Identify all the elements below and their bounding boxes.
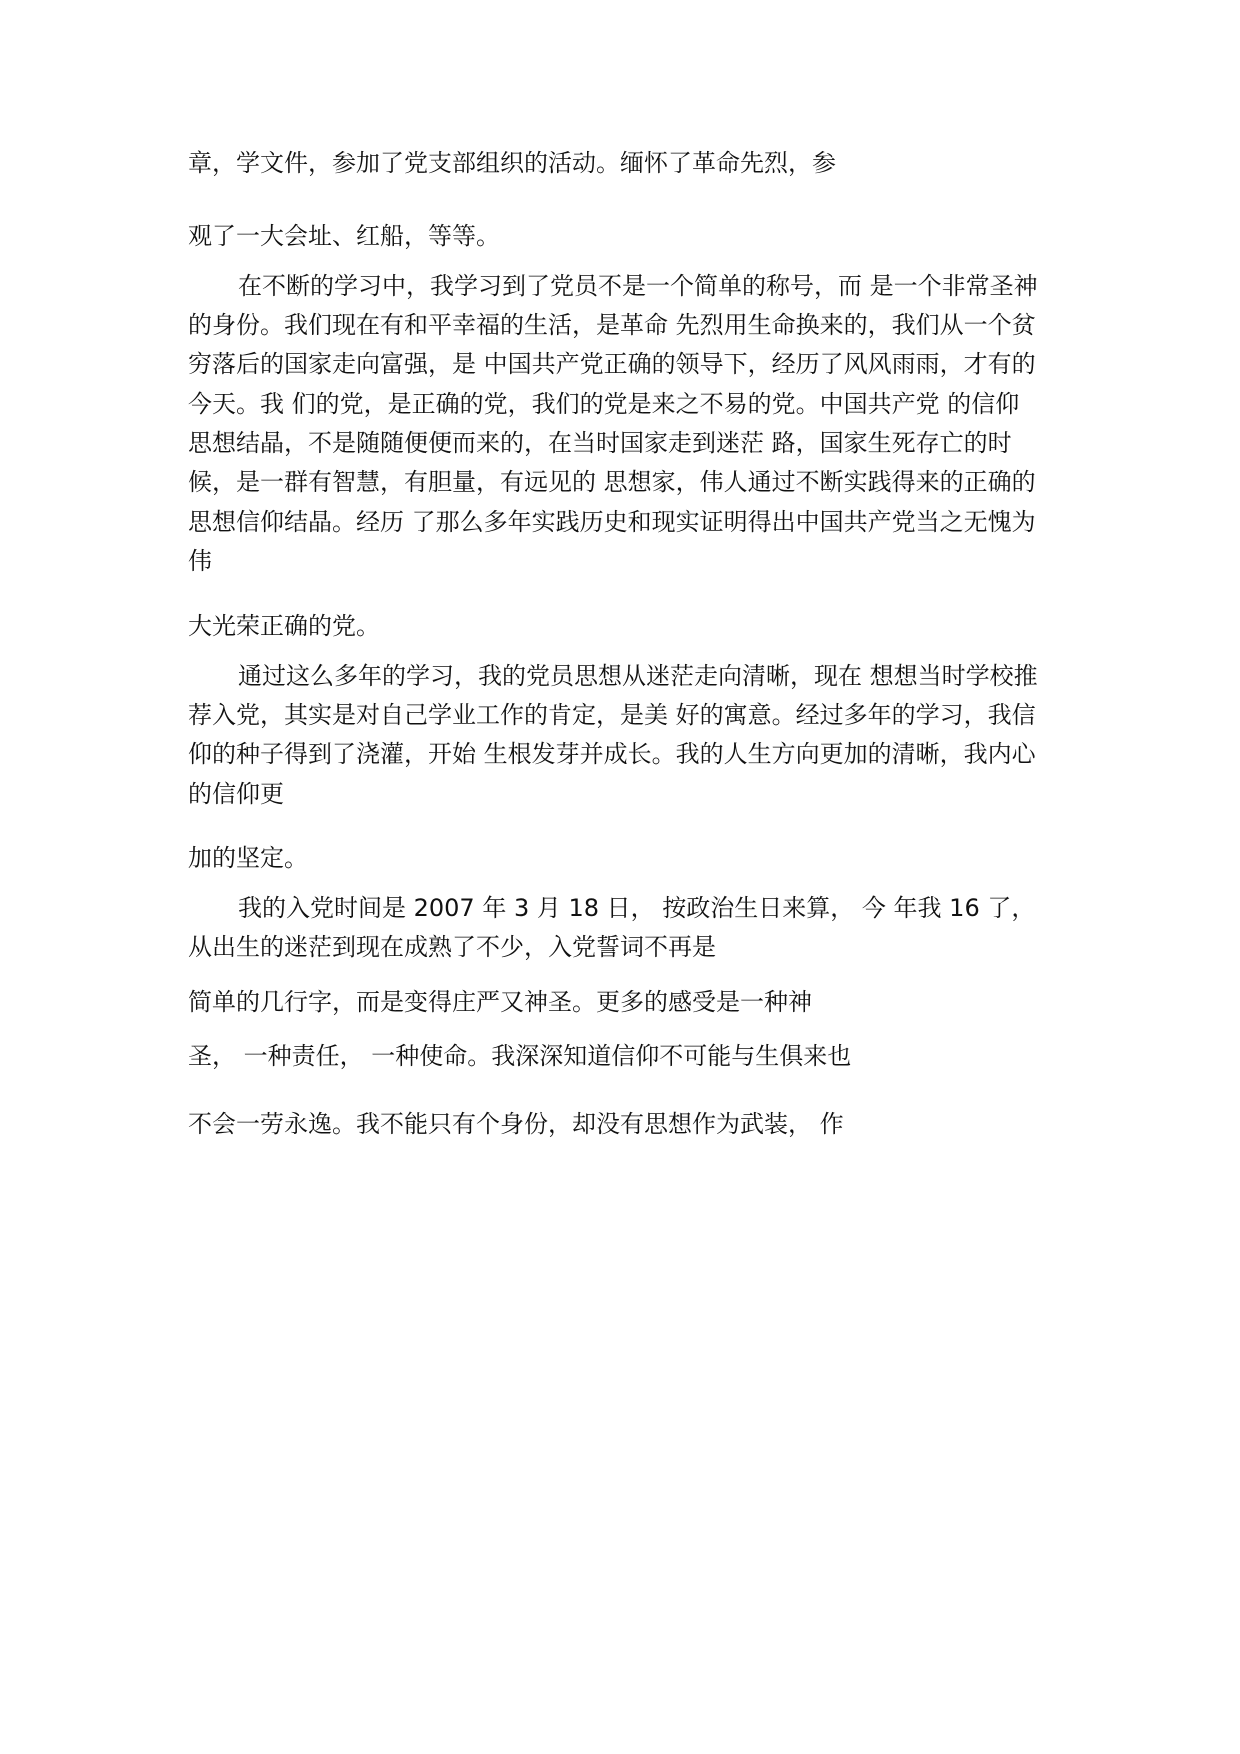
text-line: 候，是一群有智慧，有胆量，有远见的 思想家，伟人通过不断实践得来的正确的: [188, 468, 1036, 496]
text-line: 思想结晶，不是随随便便而来的，在当时国家走到迷茫 路，国家生死存亡的时: [188, 429, 1012, 457]
text-line: 从出生的迷茫到现在成熟了不少，入党誓词不再是: [188, 933, 716, 961]
paragraph-first-line: 通过这么多年的学习，我的党员思想从迷茫走向清晰，现在 想想当时学校推: [238, 662, 1038, 690]
text-line: 穷落后的国家走向富强，是 中国共产党正确的领导下，经历了风风雨雨，才有的: [188, 350, 1036, 378]
text-line: 简单的几行字，而是变得庄严又神圣。更多的感受是一种神: [188, 988, 812, 1016]
text-line: 加的坚定。: [188, 844, 308, 872]
text-line: 大光荣正确的党。: [188, 612, 380, 640]
text-line: 圣， 一种责任， 一种使命。我深深知道信仰不可能与生俱来也: [188, 1042, 852, 1070]
text-line: 伟: [188, 547, 212, 575]
text-line: 观了一大会址、红船，等等。: [188, 222, 500, 250]
text-line: 今天。我 们的党，是正确的党，我们的党是来之不易的党。中国共产党 的信仰: [188, 390, 1020, 418]
text-line: 的身份。我们现在有和平幸福的生活，是革命 先烈用生命换来的，我们从一个贫: [188, 311, 1036, 339]
paragraph-first-line: 我的入党时间是 2007 年 3 月 18 日， 按政治生日来算， 今 年我 16 了，: [238, 894, 1036, 922]
text-line: 的信仰更: [188, 780, 284, 808]
text-line: 仰的种子得到了浇灌，开始 生根发芽并成长。我的人生方向更加的清晰，我内心: [188, 740, 1036, 768]
text-line: 章，学文件，参加了党支部组织的活动。缅怀了革命先烈，参: [188, 149, 836, 177]
text-line: 思想信仰结晶。经历 了那么多年实践历史和现实证明得出中国共产党当之无愧为: [188, 508, 1036, 536]
text-line: 不会一劳永逸。我不能只有个身份，却没有思想作为武装， 作: [188, 1110, 844, 1138]
paragraph-first-line: 在不断的学习中，我学习到了党员不是一个简单的称号，而 是一个非常圣神: [238, 272, 1038, 300]
text-line: 荐入党，其实是对自己学业工作的肯定，是美 好的寓意。经过多年的学习，我信: [188, 701, 1036, 729]
